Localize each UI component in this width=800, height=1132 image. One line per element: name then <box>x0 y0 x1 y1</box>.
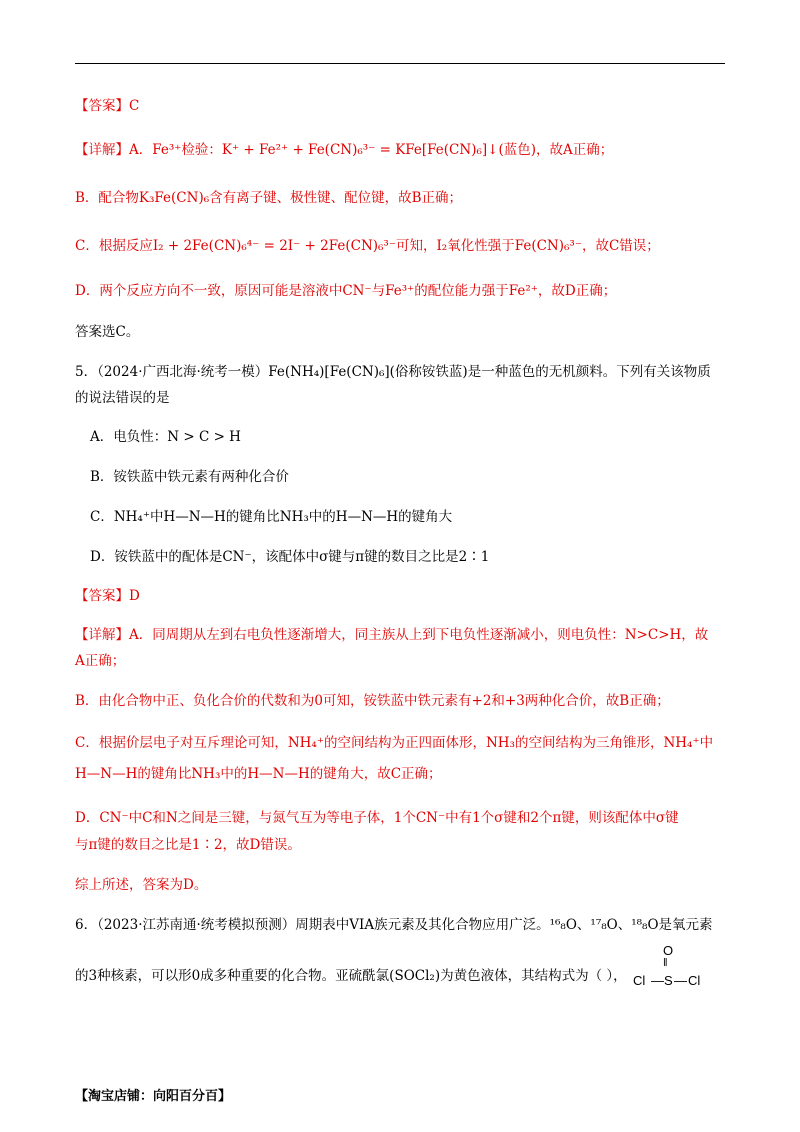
struct-chlorine-right: Cl <box>688 973 701 988</box>
q5-option-b: B．铵铁蓝中铁元素有两种化合价 <box>90 469 289 485</box>
q5-option-c-explanation-line1: C．根据价层电子对互斥理论可知，NH₄⁺的空间结构为正四面体形，NH₃的空间结构为三角锥形，NH₄⁺中 <box>75 735 714 751</box>
q5-option-a: A．电负性：N > C > H <box>90 429 241 445</box>
q5-option-c: C．NH₄⁺中H—N—H的键角比NH₃中的H—N—H的键角大 <box>90 509 453 525</box>
q6-stem-line2: 的3种核素，可以形0成多种重要的化合物。亚硫酰氯(SOCl₂)为黄色液体，其结构式为（ ）， <box>75 968 627 984</box>
struct-sulfur: S <box>664 973 673 988</box>
struct-bond-right: — <box>674 973 687 988</box>
q5-detail-a-line2: A正确； <box>75 653 126 669</box>
q5-option-d-explanation-line1: D．CN⁻中C和N之间是三键，与氮气互为等电子体，1个CN⁻中有1个σ键和2个π键，则该配体中σ键 <box>75 810 679 826</box>
footer-shop-name: 【淘宝店铺：向阳百分百】 <box>75 1089 232 1104</box>
q5-option-b-explanation: B．由化合物中正、负化合价的代数和为0可知，铵铁蓝中铁元素有+2和+3两种化合价，故B正确； <box>75 693 670 709</box>
q4-option-c-explanation: C．根据反应I₂ + 2Fe(CN)₆⁴⁻ = 2I⁻ + 2Fe(CN)₆³⁻可知，I₂氧化性强于Fe(CN)₆³⁻，故C错误； <box>75 238 660 254</box>
socl2-structural-formula <box>633 943 703 993</box>
struct-oxygen: O <box>663 943 674 958</box>
q4-detail-a: 【详解】A．Fe³⁺检验：K⁺ + Fe²⁺ + Fe(CN)₆³⁻ = KFe[Fe(CN)₆]↓(蓝色)，故A正确； <box>75 142 614 158</box>
struct-bond-left: — <box>651 973 664 988</box>
q4-answer: 【答案】C <box>75 98 140 114</box>
q5-stem-line2: 的说法错误的是 <box>75 390 170 406</box>
q5-option-c-explanation-line2: H—N—H的键角比NH₃中的H—N—H的键角大，故C正确； <box>75 766 442 782</box>
q5-detail-a-line1: 【详解】A．同周期从左到右电负性逐渐增大，同主族从上到下电负性逐渐减小，则电负性：N>C>H，故 <box>75 627 709 643</box>
struct-double-bond: ‖ <box>663 957 668 969</box>
q5-conclusion: 综上所述，答案为D。 <box>75 877 208 893</box>
q5-stem-line1: 5．（2024·广西北海·统考一模）Fe(NH₄)[Fe(CN)₆](俗称铵铁蓝)是一种蓝色的无机颜料。下列有关该物质 <box>75 364 711 380</box>
q5-option-d-explanation-line2: 与π键的数目之比是1∶2，故D错误。 <box>75 837 301 853</box>
q4-option-b-explanation: B．配合物K₃Fe(CN)₆含有离子键、极性键、配位键，故B正确； <box>75 190 463 206</box>
q5-option-d: D．铵铁蓝中的配体是CN⁻，该配体中σ键与π键的数目之比是2∶1 <box>90 549 490 565</box>
q5-answer: 【答案】D <box>75 588 140 604</box>
q4-option-d-explanation: D．两个反应方向不一致，原因可能是溶液中CN⁻与Fe³⁺的配位能力强于Fe²⁺，故D正确； <box>75 283 617 299</box>
q6-stem-line1: 6．（2023·江苏南通·统考模拟预测）周期表中VIA族元素及其化合物应用广泛。¹⁶₈O、¹⁷₈O、¹⁸₈O是氧元素 <box>75 917 713 933</box>
q4-conclusion: 答案选C。 <box>75 324 140 340</box>
header-rule <box>75 63 725 64</box>
struct-chlorine-left: Cl <box>633 973 646 988</box>
